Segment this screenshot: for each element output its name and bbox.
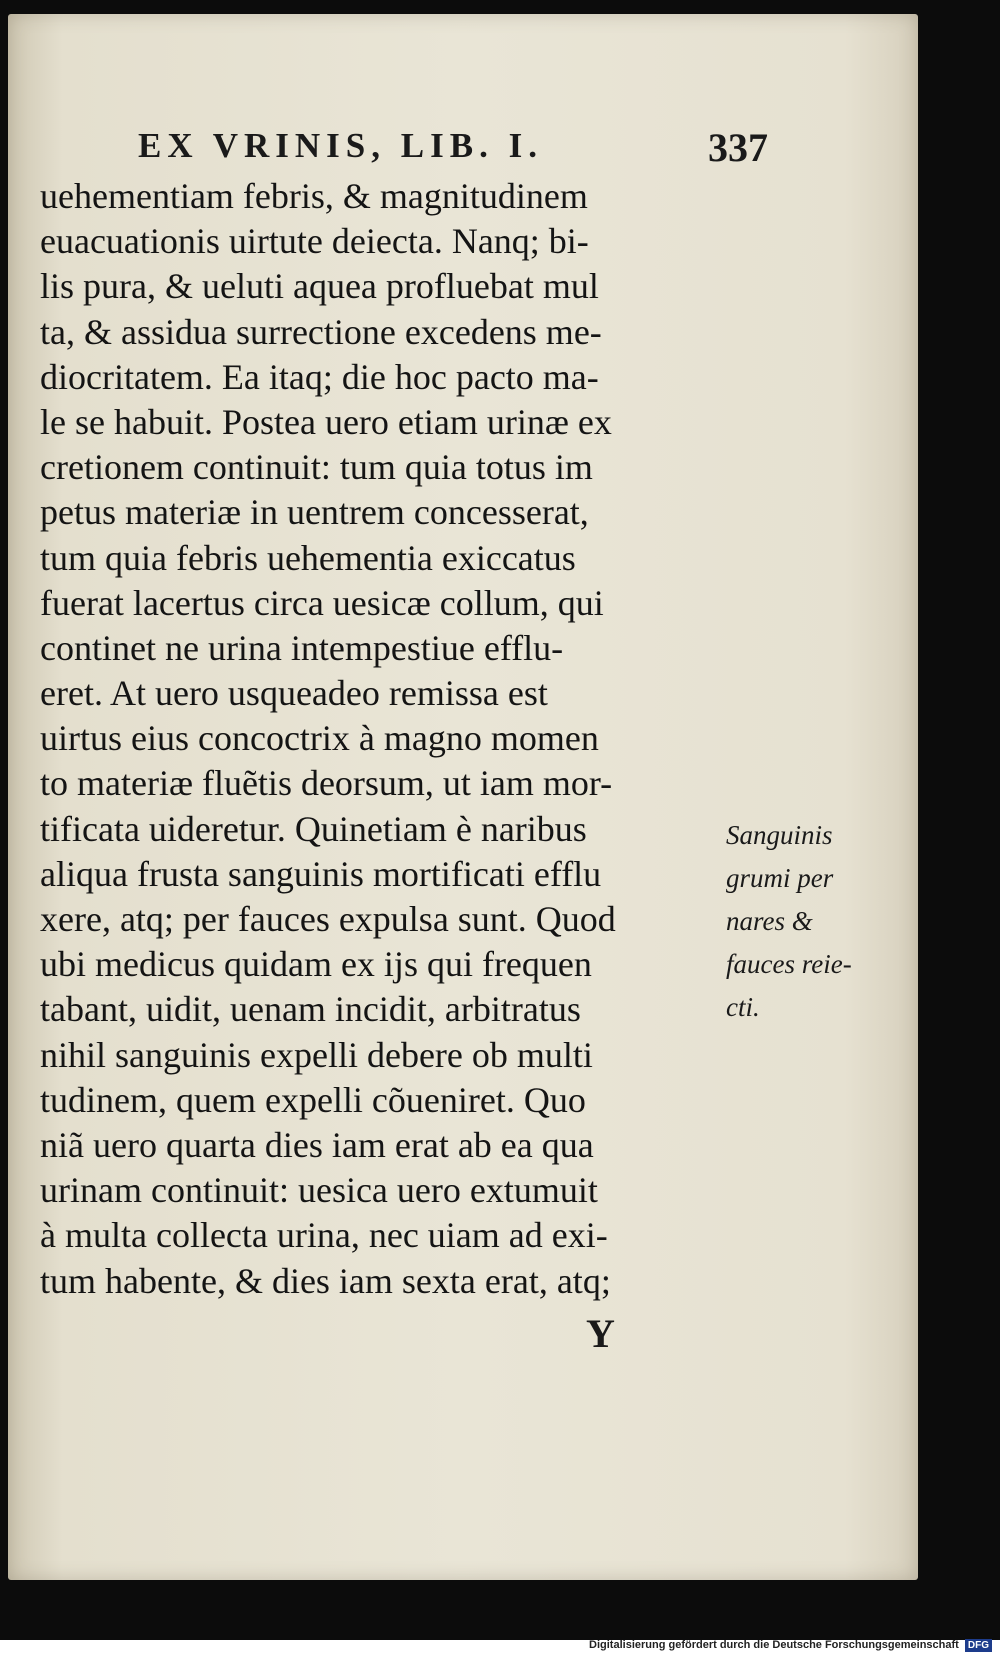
text-line: tabant, uidit, uenam incidit, arbitratus [40,989,581,1030]
margin-note-line: grumi per [726,863,834,893]
text-line: lis pura, & ueluti aquea profluebat mul [40,266,599,307]
text-line: aliqua frusta sanguinis mortificati efflu [40,853,602,894]
running-head: EX VRINIS, LIB. I. [138,126,543,165]
text-line: cretionem continuit: tum quia totus im [40,447,593,488]
margin-note-line: cti. [726,992,760,1022]
text-line: ubi medicus quidam ex ijs qui frequen [40,944,592,985]
text-line: tudinem, quem expelli cõueniret. Quo [40,1079,586,1120]
margin-note-line: Sanguinis [726,820,833,850]
text-line: nihil sanguinis expelli debere ob multi [40,1034,593,1075]
book-page [8,14,918,1580]
text-line: continet ne urina intempestiue efflu- [40,627,564,668]
footer-text: Digitalisierung gefördert durch die Deutsche Forschungsgemeinschaft [589,1639,959,1651]
text-line: tum habente, & dies iam sexta erat, atq; [40,1260,611,1301]
text-line: le se habuit. Postea uero etiam urinæ ex [40,401,612,442]
text-line: tificata uideretur. Quinetiam è naribus [40,808,587,849]
dfg-logo: DFG [965,1639,992,1652]
text-line: uehementiam febris, & magnitudinem [40,176,588,216]
margin-note [726,814,876,1029]
page-number: 337 [708,125,768,170]
text-line: niã uero quarta dies iam erat ab ea qua [40,1124,594,1165]
text-line: à multa collecta urina, nec uiam ad exi- [40,1215,608,1256]
funding-footer [589,1639,992,1652]
margin-note-line: fauces reie- [726,949,852,979]
text-line: urinam continuit: uesica uero extumuit [40,1170,598,1211]
text-line: euacuationis uirtute deiecta. Nanq; bi- [40,221,589,262]
text-line: ta, & assidua surrectione excedens me- [40,311,602,352]
text-line: petus materiæ in uentrem concesserat, [40,492,589,533]
text-line: tum quia febris uehementia exiccatus [40,537,576,578]
text-line: xere, atq; per fauces expulsa sunt. Quod [40,899,616,939]
main-text [40,174,710,1304]
text-line: eret. At uero usqueadeo remissa est [40,673,548,714]
text-line: fuerat lacertus circa uesicæ collum, qui [40,582,604,623]
signature-mark: Y [586,1311,615,1356]
text-line: uirtus eius concoctrix à magno momen [40,718,599,759]
margin-note-line: nares & [726,906,813,936]
text-line: diocritatem. Ea itaq; die hoc pacto ma- [40,356,599,397]
text-line: to materiæ fluẽtis deorsum, ut iam mor- [40,763,613,804]
